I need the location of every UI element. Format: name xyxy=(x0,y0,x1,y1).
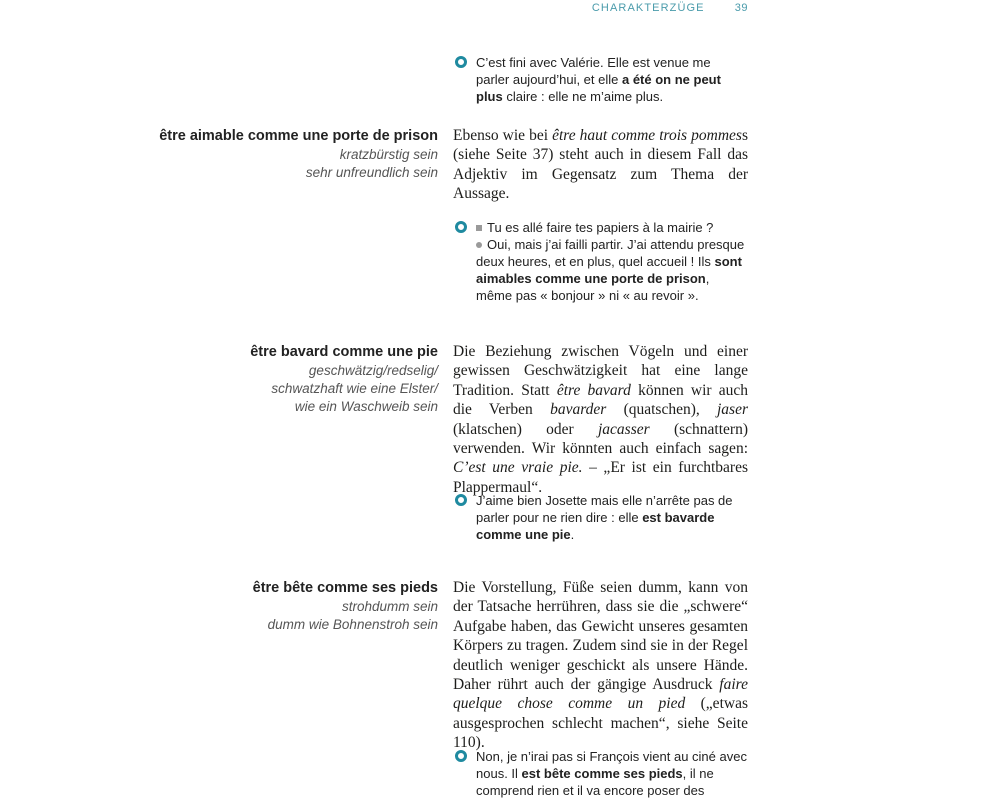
translation: sehr unfreundlich sein xyxy=(305,165,438,180)
translation: wie ein Waschweib sein xyxy=(294,399,438,414)
entry-term xyxy=(158,342,438,416)
idiom-title: être bavard comme une pie xyxy=(250,344,438,360)
translation: schwatzhaft wie eine Elster/ xyxy=(271,381,438,396)
example-bullet-icon xyxy=(455,56,467,68)
translation: strohdumm sein xyxy=(341,599,438,614)
entry-term xyxy=(158,126,438,182)
example-block xyxy=(455,54,747,105)
example-bullet-icon xyxy=(455,750,467,762)
idiom-title: être bête comme ses pieds xyxy=(252,580,438,596)
explanation-text: Ebenso wie bei être haut comme trois pommess (siehe Seite 37) steht auch in diesem Fall das Adjektiv im Gegensatz zum Thema der Aussage. xyxy=(453,127,748,203)
example-text: C’est fini avec Valérie. Elle est venue me parler aujourd’hui, et elle a été on ne peut plus claire : elle ne m’aime plus. xyxy=(476,55,721,104)
translation: dumm wie Bohnenstroh sein xyxy=(267,617,438,632)
translation: geschwätzig/redselig/ xyxy=(308,363,438,378)
example-block xyxy=(455,492,747,543)
idiom-title: être aimable comme une porte de prison xyxy=(159,128,438,144)
explanation-text: Die Beziehung zwischen Vögeln und einer gewissen Geschwätzigkeit hat eine lange Tradition. Statt être bavard können wir auch die Verben bavarder (quatschen), jaser (klatschen) oder jacasser (schnattern) verwenden. Wir könnten auch einfach sagen: C’est une vraie pie. – „Er ist ein furchtbares Plappermaul“. xyxy=(453,343,748,496)
running-header xyxy=(592,2,748,14)
example-text: J’aime bien Josette mais elle n’arrête pas de parler pour ne rien dire : elle est bavarde comme une pie. xyxy=(476,493,733,542)
example-text: Non, je n’irai pas si François vient au ciné avec nous. Il est bête comme ses pieds, il ne comprend rien et il va encore poser des xyxy=(476,749,747,798)
explanation-text: Die Vorstellung, Füße seien dumm, kann von der Tatsache herrühren, dass sie die „schwere“ Aufgabe haben, das Gewicht unseres gesamten Körpers zu tragen. Zudem sind sie in der Regel deutlich weniger geschickt als unsere Hände. Daher rührt auch der gängige Ausdruck faire quelque chose comme un pied („etwas ausgesprochen schlecht machen“, siehe Seite 110). xyxy=(453,579,748,752)
example-bullet-icon xyxy=(455,221,467,233)
example-bullet-icon xyxy=(455,494,467,506)
example-block xyxy=(455,219,747,304)
page-number: 39 xyxy=(734,2,748,14)
square-bullet-icon xyxy=(476,225,482,231)
entry-term xyxy=(158,578,438,634)
example-block xyxy=(455,748,747,799)
section-title: CHARAKTERZÜGE xyxy=(591,2,705,14)
dot-bullet-icon xyxy=(476,242,482,248)
translation: kratzbürstig sein xyxy=(339,147,438,162)
example-text: Tu es allé faire tes papiers à la mairie ? Oui, mais j’ai failli partir. J’ai attendu presque deux heures, et en plus, quel accueil ! Ils sont aimables comme une porte de prison, même pas « bonjour » ni « au revoir ». xyxy=(476,220,745,303)
